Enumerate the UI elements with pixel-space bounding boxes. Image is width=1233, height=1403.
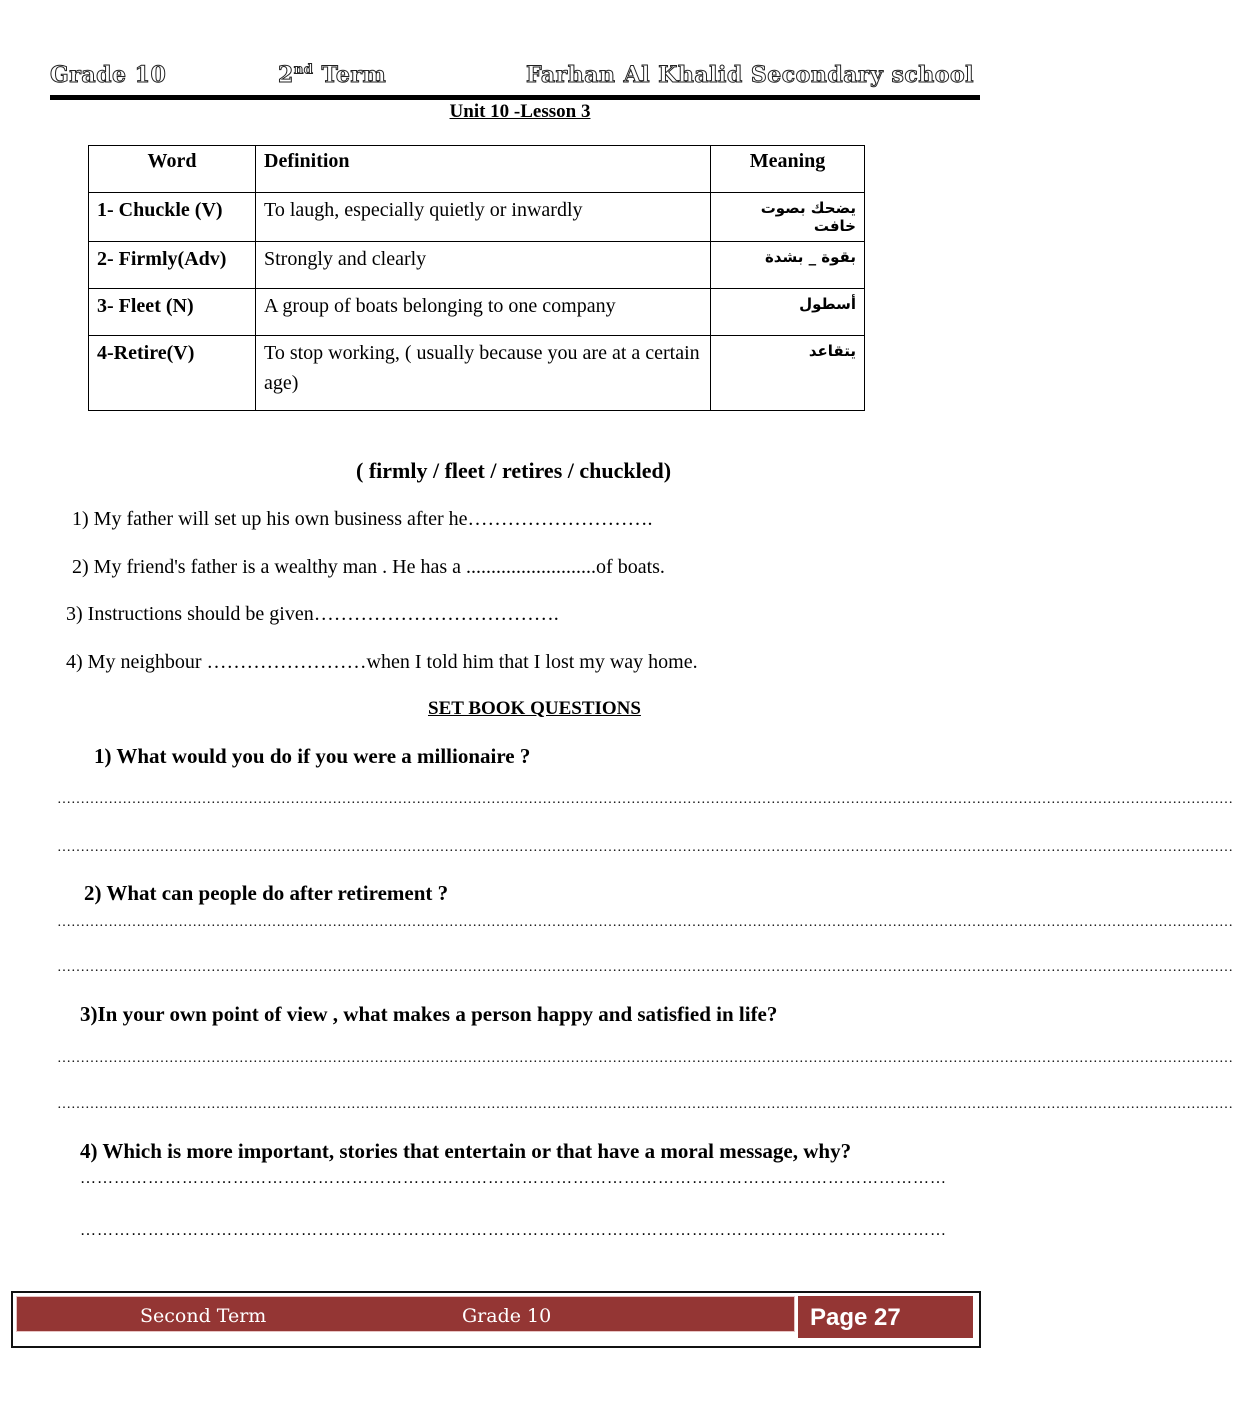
header-grade: Grade 10	[50, 62, 167, 88]
question-3: 3)In your own point of view , what makes a person happy and satisfied in life?	[80, 1002, 778, 1026]
definition-cell: To stop working, ( usually because you are at a certain age)	[256, 336, 711, 411]
answer-line[interactable]: ………………………………………………………………………………………………………………………………………………………………………………………………………………………………	[57, 915, 1233, 930]
footer-term: Second Term	[140, 1305, 267, 1327]
header-school: Farhan Al Khalid Secondary school	[526, 62, 974, 88]
table-row	[89, 193, 865, 242]
term-number: 2	[278, 62, 294, 88]
term-word: Term	[321, 62, 387, 88]
meaning-cell: أسطول	[711, 289, 865, 336]
answer-line[interactable]: ………………………………………………………………………………………………………………………………………………………………………………………………………………………………	[57, 960, 1233, 975]
meaning-cell: يتقاعد	[711, 336, 865, 411]
answer-line[interactable]: ………………………………………………………………………………………………………………………………………………………………………………………………………………………………	[57, 840, 1233, 855]
word-cell: 2- Firmly(Adv)	[89, 242, 256, 289]
header-rule	[50, 95, 980, 100]
vocab-table	[88, 145, 865, 411]
col-word: Word	[89, 146, 256, 193]
header-term	[278, 62, 386, 88]
answer-line[interactable]: ………………………………………………………………………………………………………………………………………………………………………………………………………………………………	[57, 1051, 1233, 1066]
answer-line[interactable]: ………………………………………………………………………………………………………………………………………	[80, 1222, 947, 1239]
page-number: Page 27	[810, 1304, 901, 1331]
sentence-3: 3) Instructions should be given……………………………….	[66, 603, 559, 625]
footer-bar	[16, 1296, 795, 1332]
meaning-cell: يضحك بصوت خافت	[711, 193, 865, 242]
col-meaning: Meaning	[711, 146, 865, 193]
word-cell: 1- Chuckle (V)	[89, 193, 256, 242]
meaning-cell: بقوة _ بشدة	[711, 242, 865, 289]
word-cell: 3- Fleet (N)	[89, 289, 256, 336]
word-bank: ( firmly / fleet / retires / chuckled)	[356, 458, 672, 483]
col-definition: Definition	[256, 146, 711, 193]
answer-line[interactable]: ………………………………………………………………………………………………………………………………………	[80, 1170, 947, 1187]
table-row	[89, 289, 865, 336]
sentence-4: 4) My neighbour ……………………when I told him that I lost my way home.	[66, 651, 698, 673]
footer-grade: Grade 10	[462, 1305, 552, 1327]
question-1: 1) What would you do if you were a millionaire ?	[94, 744, 531, 768]
term-suffix: nd	[293, 62, 314, 78]
answer-line[interactable]: ………………………………………………………………………………………………………………………………………………………………………………………………………………………………	[57, 1097, 1233, 1112]
definition-cell: Strongly and clearly	[256, 242, 711, 289]
question-2: 2) What can people do after retirement ?	[84, 881, 449, 905]
set-book-title: SET BOOK QUESTIONS	[428, 698, 641, 719]
definition-cell: To laugh, especially quietly or inwardly	[256, 193, 711, 242]
sentence-2: 2) My friend's father is a wealthy man . He has a ..........................of boats.	[72, 556, 665, 578]
table-row	[89, 336, 865, 411]
sentence-1: 1) My father will set up his own business after he……………………….	[72, 508, 653, 530]
answer-line[interactable]: ………………………………………………………………………………………………………………………………………………………………………………………………………………………………	[57, 792, 1233, 807]
word-cell: 4-Retire(V)	[89, 336, 256, 411]
table-row	[89, 242, 865, 289]
table-header-row	[89, 146, 865, 193]
question-4: 4) Which is more important, stories that entertain or that have a moral message, why?	[80, 1139, 852, 1163]
definition-cell: A group of boats belonging to one company	[256, 289, 711, 336]
lesson-title: Unit 10 -Lesson 3	[449, 101, 591, 122]
